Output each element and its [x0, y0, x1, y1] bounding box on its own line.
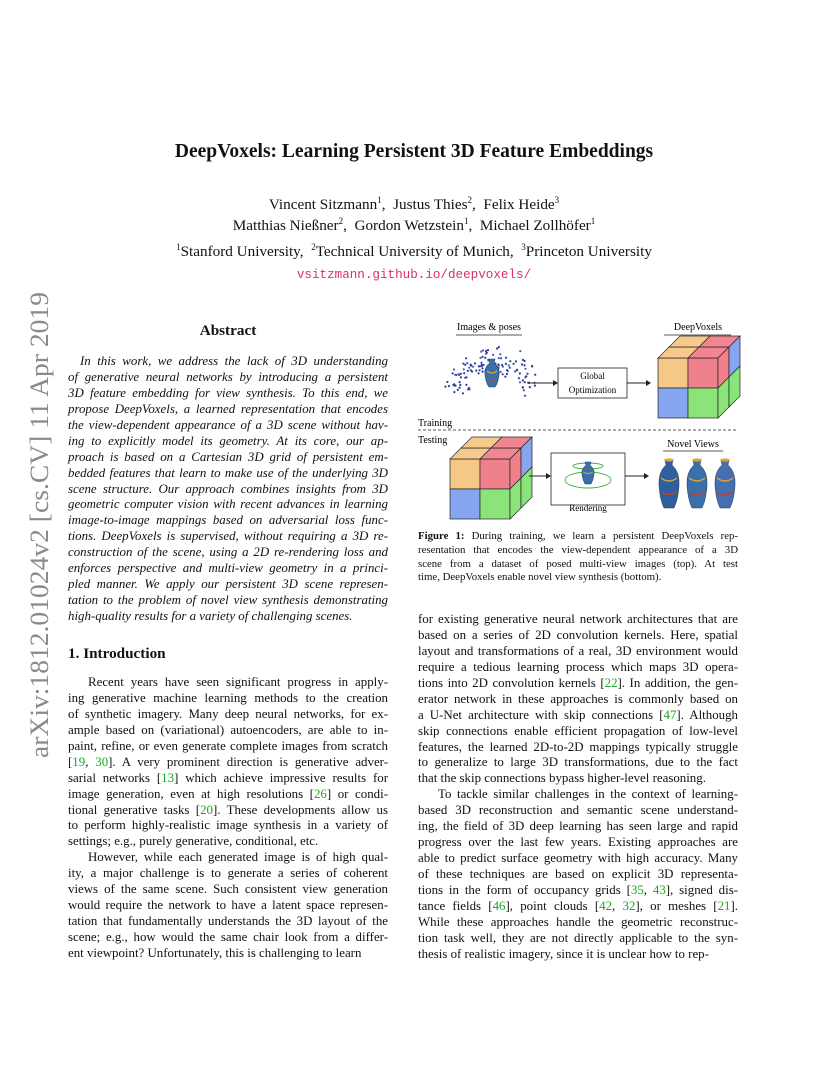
text-segment: erator network in these approaches is commonly based on [418, 691, 738, 706]
figure-label-novel-views: Novel Views [667, 439, 719, 450]
camera-point [466, 362, 468, 364]
text-line [68, 771, 388, 787]
camera-point [500, 357, 502, 359]
text-segment: of synthetic imagery. Many deep neural networks, for ex- [68, 706, 388, 721]
text-line [68, 691, 388, 707]
camera-point [482, 356, 484, 358]
text-line [68, 866, 388, 882]
text-segment: ing, the field of 3D deep learning has seen large and rapid [418, 819, 738, 834]
camera-point [460, 373, 462, 375]
camera-point [516, 369, 518, 371]
camera-point [484, 357, 486, 359]
figure-label-deepvoxels: DeepVoxels [673, 322, 723, 333]
novel-views-images [656, 456, 738, 514]
citation-link[interactable]: 35 [630, 882, 644, 897]
text-line: image-to-image mappings based on adversarial loss func- [68, 513, 388, 528]
camera-point [465, 376, 467, 378]
text-line: geometric computer vision with recent advances in learning [68, 497, 388, 512]
camera-point [478, 372, 480, 374]
text-line [418, 803, 738, 819]
text-segment: ing generative machine learning methods to the creation [68, 690, 388, 705]
camera-point [509, 360, 511, 362]
affiliation-mark: 2 [311, 241, 316, 252]
text-line [68, 803, 388, 819]
camera-point [446, 381, 448, 383]
text-segment: tion task well, they are not directly applicable to the syn- [418, 930, 738, 945]
figure-1 [416, 316, 742, 522]
vase-rim [720, 458, 730, 461]
project-url[interactable]: vsitzmann.github.io/deepvoxels/ [296, 268, 532, 282]
text-line [418, 660, 738, 676]
citation-link[interactable]: 20 [200, 802, 213, 817]
text-line [68, 834, 388, 850]
cube-cell [688, 358, 718, 388]
text-segment: tance fields [ [418, 898, 493, 913]
camera-point [475, 370, 477, 372]
camera-point [529, 386, 531, 388]
citation-link[interactable]: 43 [652, 882, 666, 897]
text-line [68, 707, 388, 723]
author-name: Michael Zollhöfer [479, 217, 591, 234]
text-line [418, 771, 738, 787]
camera-point [457, 373, 459, 375]
camera-point [522, 386, 524, 388]
camera-point [486, 352, 488, 354]
text-segment: based on a series of 2D convolution kernels. Here, spatial [418, 627, 738, 642]
text-segment: thesis of realistic imagery, since it is unclear how to rep- [418, 946, 709, 961]
affiliation-mark: 1 [176, 241, 181, 252]
text-segment: tions in the form of occupancy grids [ [418, 882, 631, 897]
camera-point [507, 370, 509, 372]
text-line [418, 947, 738, 963]
caption-text: scene from a dataset of posed multi-view images (top). At test [418, 557, 738, 570]
camera-point [498, 357, 500, 359]
author-name: Vincent Sitzmann [268, 196, 378, 213]
camera-point [518, 377, 520, 379]
text-line [68, 930, 388, 946]
camera-point [481, 367, 483, 369]
text-line [418, 692, 738, 708]
camera-point [459, 387, 461, 389]
camera-point [465, 357, 467, 359]
text-segment: based 3D reconstruction and semantic scene understand- [418, 803, 738, 818]
affiliation-name: Princeton University [525, 243, 652, 260]
camera-point [505, 357, 507, 359]
camera-point [479, 365, 481, 367]
author-name: Felix Heide [483, 196, 555, 213]
text-segment: features, the learned 2D-to-2D mappings typically struggle [418, 739, 738, 754]
text-segment: require a tedious learning process which maps 3D opera- [418, 659, 738, 674]
text-line [418, 644, 738, 660]
cube-cell [450, 459, 480, 489]
camera-point [505, 363, 507, 365]
text-line [418, 755, 738, 771]
camera-point [519, 372, 521, 374]
camera-point [467, 388, 469, 390]
text-line: scene structure. Our approach combines insights from 3D [68, 481, 388, 496]
text-line [68, 818, 388, 834]
text-segment: While these approaches handle the geometric reconstruc- [418, 914, 738, 929]
text-segment: ], point clouds [ [505, 898, 600, 913]
camera-point [464, 364, 466, 366]
camera-point [452, 372, 454, 374]
citation-link[interactable]: 42 [599, 898, 613, 913]
camera-point [522, 379, 524, 381]
camera-point [474, 362, 476, 364]
author-affiliation-mark: 1 [590, 215, 596, 226]
vase-rim [664, 458, 674, 461]
text-segment: , [643, 882, 653, 897]
author-name: Matthias Nießner [232, 217, 339, 234]
camera-point [459, 381, 461, 383]
camera-point [524, 381, 526, 383]
text-line: the view-dependent appearance of a 3D scene without hav- [68, 417, 388, 432]
author-name: Justus Thies [393, 196, 468, 213]
camera-point [508, 364, 510, 366]
text-line [418, 612, 738, 628]
text-segment: ]. [730, 898, 738, 913]
text-segment: skip connections enable efficient propagation of low-level [418, 723, 738, 738]
text-segment: ] which achieve impressive results for [174, 770, 388, 785]
text-segment: tions into 2D convolution kernels [ [418, 675, 605, 690]
text-line [418, 628, 738, 644]
text-line [418, 883, 738, 899]
deepvoxels-cube-training [658, 336, 740, 418]
camera-point [502, 373, 504, 375]
text-line [68, 675, 388, 691]
camera-point [462, 392, 464, 394]
text-segment: settings; e.g., purely generative, conditional, etc. [68, 834, 319, 849]
text-segment: ]. Although [676, 707, 738, 722]
text-line: construction of the scene, using a 2D re-rendering loss and [68, 545, 388, 560]
camera-point [481, 364, 483, 366]
text-line [68, 850, 388, 866]
text-line: high-quality results for a variety of challenging scenes. [68, 609, 353, 623]
text-segment: progress over the last few years. Existing approaches are [418, 835, 738, 850]
citation-link[interactable]: 32 [622, 898, 636, 913]
camera-point [492, 354, 494, 356]
text-line [418, 899, 738, 915]
text-line [418, 867, 738, 883]
camera-point [453, 391, 455, 393]
text-line [418, 835, 738, 851]
text-segment: However, while each generated image is of high qual- [88, 850, 388, 865]
camera-point [523, 364, 525, 366]
text-line [68, 723, 388, 739]
text-line [418, 787, 738, 803]
camera-point [519, 350, 521, 352]
text-line [68, 914, 388, 930]
cube-cell [688, 388, 718, 418]
text-segment: sarial networks [ [68, 770, 162, 785]
affiliation-name: Stanford University [180, 243, 300, 260]
caption-text: time, DeepVoxels enable novel view synthesis (bottom). [418, 571, 662, 584]
camera-point [524, 395, 526, 397]
text-line [418, 819, 738, 835]
text-segment: to generalize to large 3D transformations, due to the fact [418, 755, 738, 770]
author-affiliation-mark: 1 [463, 215, 469, 226]
camera-point [504, 376, 506, 378]
camera-point [531, 365, 533, 367]
citation-link[interactable]: 21 [717, 898, 731, 913]
text-line: enforces perspective and multi-view geometry in a princi- [68, 561, 388, 576]
text-line [418, 724, 738, 740]
camera-point [463, 368, 465, 370]
camera-point [498, 364, 500, 366]
text-segment: layout and transformations of a real, 3D environment would [418, 643, 738, 658]
text-segment: ], or meshes [ [635, 898, 718, 913]
text-segment: ity, a major challenge is to generate a series of coherent [68, 866, 388, 881]
camera-point [479, 357, 481, 359]
text-segment: of these techniques are based on explicit 3D representa- [418, 867, 738, 881]
camera-point [500, 371, 502, 373]
novel-view-vase-icon [712, 456, 738, 514]
camera-point [462, 363, 464, 365]
camera-point [479, 369, 481, 371]
text-segment: ] or condi- [326, 786, 388, 801]
text-segment: that the skip connections bypass higher-level reasoning. [418, 771, 706, 786]
camera-point [509, 367, 511, 369]
text-line: proach is based on a Cartesian 3D grid of persistent em- [68, 449, 388, 464]
text-line [68, 787, 388, 803]
camera-point [457, 389, 459, 391]
right-column-body [418, 612, 738, 963]
camera-point [515, 360, 517, 362]
vase-rim [692, 458, 702, 461]
text-segment: ]. A very prominent direction is generative adver- [108, 754, 388, 769]
text-line [418, 676, 738, 692]
caption-line [418, 530, 738, 544]
arxiv-stamp-text: arXiv:1812.01024v2 [cs.CV] 11 Apr 2019 [24, 309, 54, 758]
author-affiliation-mark: 1 [377, 194, 382, 205]
text-segment: for existing generative neural network architectures that are [418, 612, 738, 626]
citation-link[interactable]: 13 [161, 770, 175, 785]
camera-point [534, 385, 536, 387]
camera-point [480, 362, 482, 364]
arxiv-stamp [22, 290, 54, 760]
camera-point [519, 381, 521, 383]
text-line: 3D feature embedding for view synthesis. To this end, we [68, 385, 388, 400]
text-line [418, 915, 738, 931]
text-line: tions. DeepVoxels is supervised, without requiring a 3D re- [68, 529, 388, 544]
camera-point [534, 374, 536, 376]
text-line: propose DeepVoxels, a learned representation that encodes [68, 401, 388, 416]
text-segment: able to predict surface geometry with high accuracy. Many [418, 851, 738, 866]
camera-point [453, 368, 455, 370]
figure-label-training: Training [418, 418, 453, 429]
camera-point [468, 367, 470, 369]
text-segment: tation that fundamentally understands the 3D layout of the [68, 914, 388, 929]
camera-point [460, 376, 462, 378]
text-line [68, 898, 388, 914]
camera-point [523, 389, 525, 391]
text-segment: paint, refine, or even generate complete images from scratch [68, 738, 388, 753]
camera-point [444, 386, 446, 388]
introduction-heading: 1. Introduction [68, 645, 166, 662]
camera-point [525, 375, 527, 377]
camera-point [526, 373, 528, 375]
text-line: In this work, we address the lack of 3D understanding [80, 354, 388, 368]
deepvoxels-cube-testing [450, 437, 532, 519]
camera-point [467, 370, 469, 372]
caption-text: resentation that encodes the view-dependent appearance of a 3D [418, 543, 738, 556]
text-segment: Recent years have seen significant progress in apply- [88, 675, 388, 689]
affiliations: $^1$Stanford University, $^2$Technical University of Munich, $^3$Princeton University [176, 241, 652, 260]
authors-line-2: Matthias Nießner$^2$, Gordon Wetzstein$^1$, Michael Zollhöfer$^1$ [232, 215, 596, 234]
paper-title: DeepVoxels: Learning Persistent 3D Feature Embeddings [174, 141, 654, 162]
camera-point [482, 371, 484, 373]
caption-label: Figure 1: [418, 530, 465, 542]
citation-link[interactable]: 26 [313, 786, 327, 801]
text-line: of generative neural networks by introducing a persistent [68, 369, 388, 384]
camera-point [496, 347, 498, 349]
author-affiliation-mark: 2 [338, 215, 344, 226]
text-line [418, 931, 738, 947]
citation-link[interactable]: 46 [492, 898, 506, 913]
camera-point [499, 353, 501, 355]
camera-point [482, 349, 484, 351]
figure-label-optimization: Optimization [568, 385, 617, 395]
text-line [68, 946, 388, 962]
authors-line-1: Vincent Sitzmann$^1$, Justus Thies$^2$, Felix Heide$^3$ [268, 194, 560, 213]
camera-point [453, 383, 455, 385]
camera-point [459, 384, 461, 386]
camera-point [498, 346, 500, 348]
text-line [418, 740, 738, 756]
text-segment: tional generative tasks [ [68, 802, 201, 817]
novel-view-vase-icon [684, 456, 710, 514]
camera-point [471, 370, 473, 372]
abstract-body [68, 354, 388, 625]
text-segment: ]. In addition, the gen- [617, 675, 738, 690]
text-segment: a U-Net architecture with skip connections [ [418, 707, 664, 722]
affiliation-mark: 3 [521, 241, 526, 252]
text-line [418, 851, 738, 867]
author-name: Gordon Wetzstein [354, 217, 464, 234]
camera-point [448, 385, 450, 387]
citation-link[interactable]: 19 [72, 754, 86, 769]
camera-point [487, 349, 489, 351]
text-segment: scene; e.g., how would the same chair look from a differ- [68, 930, 388, 944]
cube-cell [480, 459, 510, 489]
figure-1-caption [418, 530, 738, 585]
camera-point [463, 372, 465, 374]
text-segment: [ [68, 754, 73, 769]
vase-icon [485, 359, 499, 387]
text-segment: would require the network to have a latent space represen- [68, 898, 388, 913]
figure-label-global: Global [580, 371, 605, 381]
camera-point [454, 374, 456, 376]
figure-label-testing: Testing [418, 435, 448, 446]
text-line [68, 882, 388, 898]
camera-point [513, 363, 515, 365]
caption-line [418, 544, 738, 558]
camera-point [521, 363, 523, 365]
text-line [68, 755, 388, 771]
author-affiliation-mark: 3 [554, 194, 560, 205]
introduction-body [68, 675, 388, 962]
camera-point [506, 373, 508, 375]
citation-link[interactable]: 30 [95, 754, 109, 769]
text-segment: To tackle similar challenges in the context of learning- [438, 787, 738, 802]
citation-link[interactable]: 22 [604, 675, 618, 690]
novel-view-vase-icon [656, 456, 682, 514]
affiliation-name: Technical University of Munich [315, 243, 510, 260]
text-line: ing to explicitly model its geometry. At its core, our ap- [68, 433, 388, 448]
text-segment: to perform highly-realistic image synthesis in a variety of [68, 818, 388, 833]
text-line [68, 739, 388, 755]
text-segment: ], signed dis- [665, 882, 739, 897]
text-segment: ample based on (variational) autoencoders, are able to in- [68, 722, 388, 737]
citation-link[interactable]: 47 [663, 707, 677, 722]
text-segment: image generation, even at high resolutions [ [68, 786, 314, 801]
text-segment: ent viewpoint? Unfortunately, this is challenging to learn [68, 945, 362, 960]
figure-label-images-poses: Images & poses [457, 322, 521, 333]
camera-point [470, 364, 472, 366]
camera-point [524, 368, 526, 370]
text-segment: ]. These developments allow us [212, 802, 389, 817]
caption-line [418, 558, 738, 572]
caption-text: During training, we learn a persistent DeepVoxels rep- [464, 530, 738, 542]
author-affiliation-mark: 2 [467, 194, 472, 205]
text-line: tation to the problem of novel view synthesis demonstrating [68, 593, 388, 608]
cube-cell [658, 388, 688, 418]
caption-line [418, 571, 738, 585]
text-segment: views of the same scene. Such consistent view generation [68, 882, 388, 897]
text-segment: , [612, 898, 623, 913]
camera-point [501, 364, 503, 366]
cube-cell [480, 489, 510, 519]
cube-cell [658, 358, 688, 388]
cube-cell [450, 489, 480, 519]
camera-point [465, 384, 467, 386]
text-line: bedded features that learn to make use of the underlying 3D [68, 465, 388, 480]
text-line: pled manner. We apply our persistent 3D scene represen- [68, 577, 388, 592]
abstract-heading: Abstract [199, 322, 257, 339]
text-segment: , [85, 754, 96, 769]
camera-point [472, 366, 474, 368]
camera-point [522, 359, 524, 361]
text-line [418, 708, 738, 724]
figure-label-rendering: Rendering [569, 503, 607, 513]
